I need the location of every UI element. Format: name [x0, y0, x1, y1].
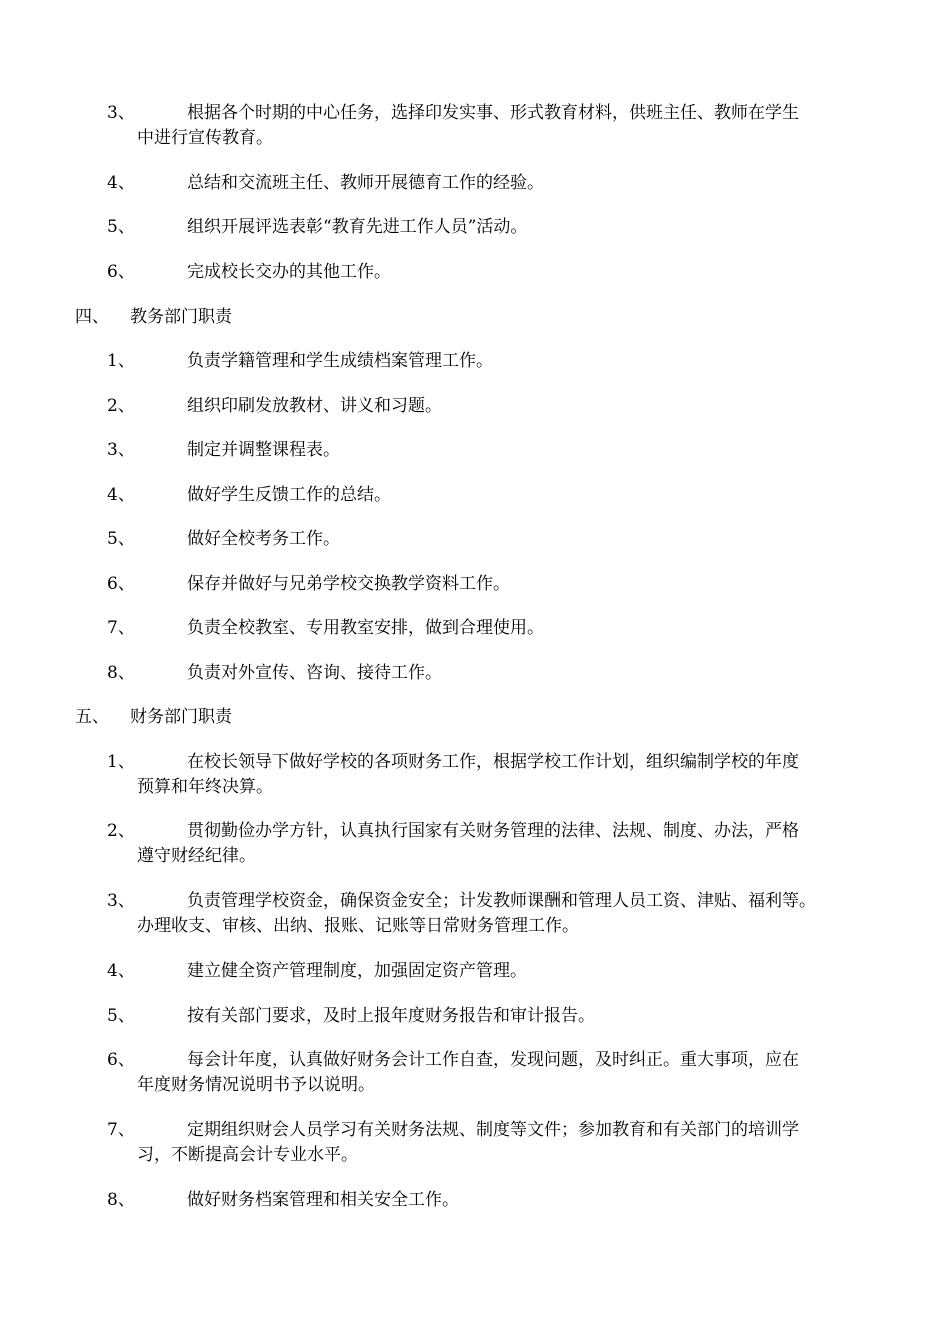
item-text: 做好学生反馈工作的总结。 — [187, 485, 391, 505]
item-text-continuation: 习，不断提高会计专业水平。 — [137, 1145, 358, 1165]
item-number: 4、 — [107, 485, 135, 505]
item-text-continuation: 办理收支、审核、出纳、报账、记账等日常财务管理工作。 — [137, 916, 579, 936]
item-number: 2、 — [107, 396, 135, 416]
item-text-continuation: 遵守财经纪律。 — [137, 846, 256, 866]
item-number: 5、 — [107, 529, 135, 549]
item-text: 贯彻勤俭办学方针，认真执行国家有关财务管理的法律、法规、制度、办法，严格 — [187, 821, 799, 841]
item-number: 6、 — [107, 574, 135, 594]
item-text: 总结和交流班主任、教师开展德育工作的经验。 — [187, 173, 544, 193]
item-text: 制定并调整课程表。 — [187, 440, 340, 460]
heading-text: 教务部门职责 — [130, 307, 232, 327]
item-text: 在校长领导下做好学校的各项财务工作，根据学校工作计划，组织编制学校的年度 — [187, 752, 799, 772]
heading-number: 四、 — [75, 307, 109, 327]
item-number: 2、 — [107, 821, 135, 841]
heading-text: 财务部门职责 — [130, 707, 232, 727]
item-number: 7、 — [107, 1120, 135, 1140]
item-text: 按有关部门要求，及时上报年度财务报告和审计报告。 — [187, 1006, 595, 1026]
item-text-continuation: 年度财务情况说明书予以说明。 — [137, 1075, 375, 1095]
item-text: 根据各个时期的中心任务，选择印发实事、形式教育材料，供班主任、教师在学生 — [187, 103, 799, 123]
item-text: 负责学籍管理和学生成绩档案管理工作。 — [187, 351, 493, 371]
item-number: 8、 — [107, 1190, 135, 1210]
item-number: 1、 — [107, 752, 135, 772]
item-text: 负责全校教室、专用教室安排，做到合理使用。 — [187, 618, 544, 638]
item-text: 负责管理学校资金，确保资金安全；计发教师课酬和管理人员工资、津贴、福利等。 — [187, 891, 816, 911]
item-text-continuation: 预算和年终决算。 — [137, 777, 273, 797]
heading-number: 五、 — [75, 707, 109, 727]
item-text: 建立健全资产管理制度，加强固定资产管理。 — [187, 961, 527, 981]
item-number: 4、 — [107, 961, 135, 981]
item-number: 3、 — [107, 891, 135, 911]
item-text-continuation: 中进行宣传教育。 — [137, 128, 273, 148]
item-text: 负责对外宣传、咨询、接待工作。 — [187, 663, 442, 683]
item-number: 7、 — [107, 618, 135, 638]
item-number: 3、 — [107, 103, 135, 123]
item-number: 8、 — [107, 663, 135, 683]
item-text: 每会计年度，认真做好财务会计工作自查，发现问题，及时纠正。重大事项，应在 — [187, 1050, 799, 1070]
item-text: 组织印刷发放教材、讲义和习题。 — [187, 396, 442, 416]
item-number: 3、 — [107, 440, 135, 460]
item-text: 做好财务档案管理和相关安全工作。 — [187, 1190, 459, 1210]
item-number: 5、 — [107, 1006, 135, 1026]
item-number: 6、 — [107, 1050, 135, 1070]
item-text: 保存并做好与兄弟学校交换教学资料工作。 — [187, 574, 510, 594]
item-text: 完成校长交办的其他工作。 — [187, 262, 391, 282]
item-text: 做好全校考务工作。 — [187, 529, 340, 549]
item-number: 5、 — [107, 217, 135, 237]
item-number: 1、 — [107, 351, 135, 371]
item-text: 定期组织财会人员学习有关财务法规、制度等文件；参加教育和有关部门的培训学 — [187, 1120, 799, 1140]
item-number: 6、 — [107, 262, 135, 282]
item-text: 组织开展评选表彰“教育先进工作人员”活动。 — [187, 217, 528, 237]
item-number: 4、 — [107, 173, 135, 193]
